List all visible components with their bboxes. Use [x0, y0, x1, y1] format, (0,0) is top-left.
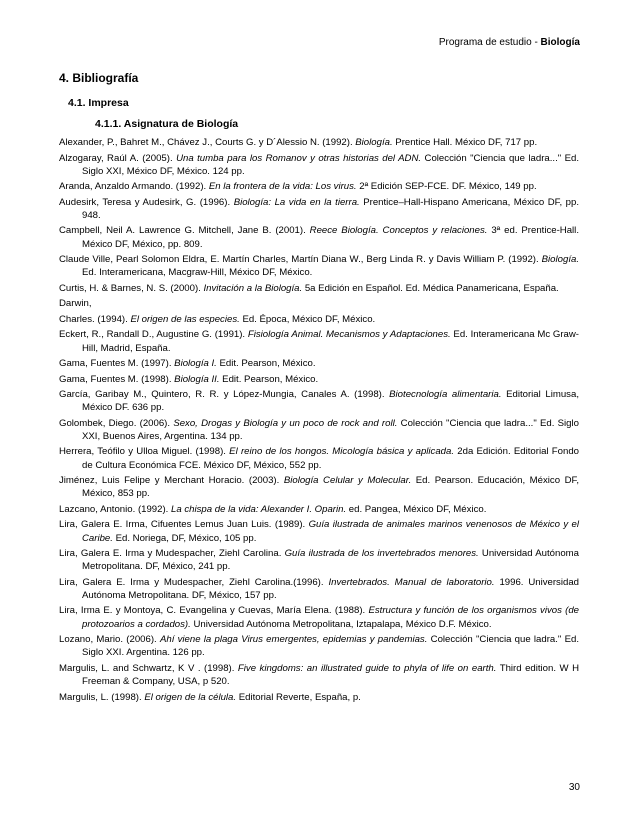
reference-publisher: 2ª Edición SEP-FCE. DF. México, 149 pp. — [356, 181, 537, 193]
reference-authors: Alexander, P., Bahret M., Chávez J., Courts G. y D´Alessio N. (1992). — [59, 137, 356, 148]
reference-entry — [59, 691, 579, 704]
reference-publisher: Editorial Limusa, México DF. 636 pp. — [82, 389, 579, 414]
reference-publisher: Colección "Ciencia que ladra..." Ed. Siglo XXI, Buenos Aires, Argentina. 134 pp. — [82, 417, 579, 442]
reference-authors: Golombek, Diego. (2006). — [59, 417, 174, 429]
reference-entry — [59, 518, 579, 544]
reference-authors: Lira, Galera E. Irma, Cifuentes Lemus Juan Luis. (1989). — [59, 519, 309, 531]
reference-entry — [59, 136, 579, 149]
reference-entry — [59, 373, 579, 386]
reference-entry — [59, 152, 579, 178]
reference-authors: Curtis, H. & Barnes, N. S. (2000). — [59, 282, 204, 294]
reference-title: Five kingdoms: an illustrated guide to phyla of life on earth. — [237, 662, 497, 674]
reference-entry — [59, 576, 579, 602]
reference-list — [59, 136, 579, 706]
reference-publisher: Ed. Interamericana, Macgraw-Hill, México DF, México. — [82, 267, 313, 279]
reference-entry — [59, 196, 579, 222]
page-number: 30 — [568, 782, 580, 793]
reference-title: Biología. — [541, 254, 579, 266]
reference-title: El reino de los hongos. Micología básica y aplicada. — [229, 446, 455, 458]
reference-authors: Claude Ville, Pearl Solomon Eldra, E. Martín Charles, Martín Diana W., Berg Linda R. y Davis William P. (1992). — [59, 254, 542, 266]
reference-authors: García, Garibay M., Quintero, R. R. y López-Mungia, Canales A. (1998). — [59, 389, 390, 401]
reference-title: Estructura y función de los organismos vivos (de protozoarios a cordados). — [82, 605, 580, 630]
reference-title: El origen de la célula. — [144, 691, 237, 703]
reference-title: Reece Biología. Conceptos y relaciones. — [309, 225, 488, 237]
reference-publisher: Prentice–Hall-Hispano Americana, México DF, pp. 948. — [82, 196, 579, 221]
reference-authors: Gama, Fuentes M. (1998). — [59, 373, 175, 385]
reference-authors: Lazcano, Antonio. (1992). — [59, 503, 172, 515]
reference-publisher: 3ª ed. Prentice-Hall. México DF, México, pp. 809. — [82, 225, 579, 250]
reference-authors: Jiménez, Luis Felipe y Merchant Horacio. (2003). — [59, 475, 284, 487]
reference-title: Guía ilustrada de animales marinos venenosos de México y el Caribe. — [82, 519, 579, 544]
reference-authors: Campbell, Neil A. Lawrence G. Mitchell, Jane B. (2001). — [59, 225, 310, 237]
reference-title: Biología I. — [174, 358, 217, 370]
reference-authors: Lira, Galera E. Irma y Mudespacher, Ziehl Carolina. — [59, 548, 285, 560]
reference-authors: Eckert, R., Randall D., Augustine G. (1991). — [59, 329, 248, 341]
reference-title: Biotecnología alimentaria. — [389, 389, 502, 401]
reference-title: Sexo, Drogas y Biología y un poco de rock and roll. — [173, 417, 398, 429]
reference-entry — [59, 662, 579, 688]
reference-title: Ahí viene la plaga Virus emergentes, epidemias y pandemias. — [159, 634, 428, 646]
reference-entry — [59, 328, 579, 354]
subsection-title: 4.1. Impresa — [68, 97, 129, 109]
reference-publisher: 2da Edición. Editorial Fondo de Cultura Económica FCE. México DF, México, 552 pp. — [82, 446, 579, 471]
reference-entry — [59, 633, 579, 659]
reference-authors: Alzogaray, Raúl A. (2005). — [59, 152, 177, 164]
reference-publisher: ed. Pangea, México DF, México. — [346, 503, 487, 515]
reference-entry — [59, 388, 579, 414]
reference-entry — [59, 357, 579, 370]
reference-title: Biología: La vida en la tierra. — [233, 196, 360, 208]
reference-title: Biología. — [355, 137, 393, 148]
reference-publisher: Editorial Reverte, España, p. — [236, 691, 361, 703]
reference-publisher: 1996. Universidad Autónoma Metropolitana. DF, México, 157 pp. — [82, 576, 579, 601]
reference-entry — [59, 313, 579, 326]
reference-authors: Lozano, Mario. (2006). — [59, 634, 160, 646]
reference-authors: Lira, Galera E. Irma y Mudespacher, Ziehl Carolina.(1996). — [59, 576, 329, 588]
reference-entry — [59, 224, 579, 250]
reference-authors: Darwin, — [59, 298, 92, 310]
reference-publisher: Edit. Pearson, México. — [219, 373, 319, 385]
header-subject: Biología — [540, 37, 580, 48]
reference-entry — [59, 474, 579, 500]
reference-publisher: Ed. Época, México DF, México. — [239, 313, 376, 325]
subsubsection-title: 4.1.1. Asignatura de Biología — [95, 118, 239, 130]
reference-publisher: Universidad Autónoma Metropolitana. DF, México, 241 pp. — [82, 548, 579, 573]
reference-publisher: 5a Edición en Español. Ed. Médica Panamericana, España. — [302, 282, 559, 294]
reference-title: El origen de las especies. — [130, 313, 240, 325]
reference-entry — [59, 297, 579, 310]
reference-publisher: Third edition. W H Freeman & Company, USA, p 520. — [82, 662, 579, 688]
reference-title: Invertebrados. Manual de laboratorio. — [328, 576, 495, 588]
reference-entry — [59, 503, 579, 516]
reference-title: Biología Celular y Molecular. — [283, 475, 412, 487]
reference-authors: Herrera, Teófilo y Ulloa Miguel. (1998). — [59, 446, 230, 458]
reference-title: Invitación a la Biología. — [203, 282, 303, 294]
reference-authors: Gama, Fuentes M. (1997). — [59, 358, 175, 370]
reference-publisher: Ed. Pearson. Educación, México DF, México, 853 pp. — [82, 475, 579, 500]
reference-publisher: Colección "Ciencia que ladra..." Ed. Siglo XXI, México DF, México. 124 pp. — [82, 152, 579, 177]
section-title: 4. Bibliografía — [59, 71, 139, 85]
reference-entry — [59, 547, 579, 573]
reference-authors: Margulis, L. and Schwartz, K V . (1998). — [59, 662, 238, 674]
reference-authors: Audesirk, Teresa y Audesirk, G. (1996). — [59, 196, 234, 208]
reference-authors: Aranda, Anzaldo Armando. (1992). — [59, 181, 209, 193]
reference-publisher: Universidad Autónoma Metropolitana, Iztapalapa, México D.F. México. — [190, 618, 492, 630]
reference-publisher: Prentice Hall. México DF, 717 pp. — [392, 137, 538, 148]
page-header — [439, 37, 580, 48]
reference-publisher: Colección "Ciencia que ladra." Ed. Siglo XXI. Argentina. 126 pp. — [82, 634, 579, 659]
reference-title: Biología II. — [174, 373, 220, 385]
reference-title: Una tumba para los Romanov y otras historias del ADN. — [176, 152, 422, 164]
reference-entry — [59, 604, 579, 630]
reference-entry — [59, 417, 579, 443]
reference-authors: Lira, Irma E. y Montoya, C. Evangelina y Cuevas, María Elena. (1988). — [59, 605, 369, 617]
reference-title: La chispa de la vida: Alexander I. Oparin. — [171, 503, 347, 515]
reference-entry — [59, 253, 579, 279]
reference-title: En la frontera de la vida: Los virus. — [208, 181, 357, 193]
reference-publisher: Ed. Noriega, DF, México, 105 pp. — [112, 532, 257, 544]
reference-entry — [59, 180, 579, 193]
reference-authors: Charles. (1994). — [59, 313, 131, 325]
reference-title: Guía ilustrada de los invertebrados menores. — [284, 548, 479, 560]
reference-publisher: Ed. Interamericana Mc Graw-Hill, Madrid, España. — [82, 329, 579, 354]
reference-entry — [59, 282, 579, 295]
reference-entry — [59, 445, 579, 471]
reference-authors: Margulis, L. (1998). — [59, 691, 145, 703]
reference-publisher: Edit. Pearson, México. — [216, 358, 316, 370]
header-prefix: Programa de estudio - — [438, 37, 541, 48]
reference-title: Fisiología Animal. Mecanismos y Adaptaciones. — [247, 329, 451, 341]
